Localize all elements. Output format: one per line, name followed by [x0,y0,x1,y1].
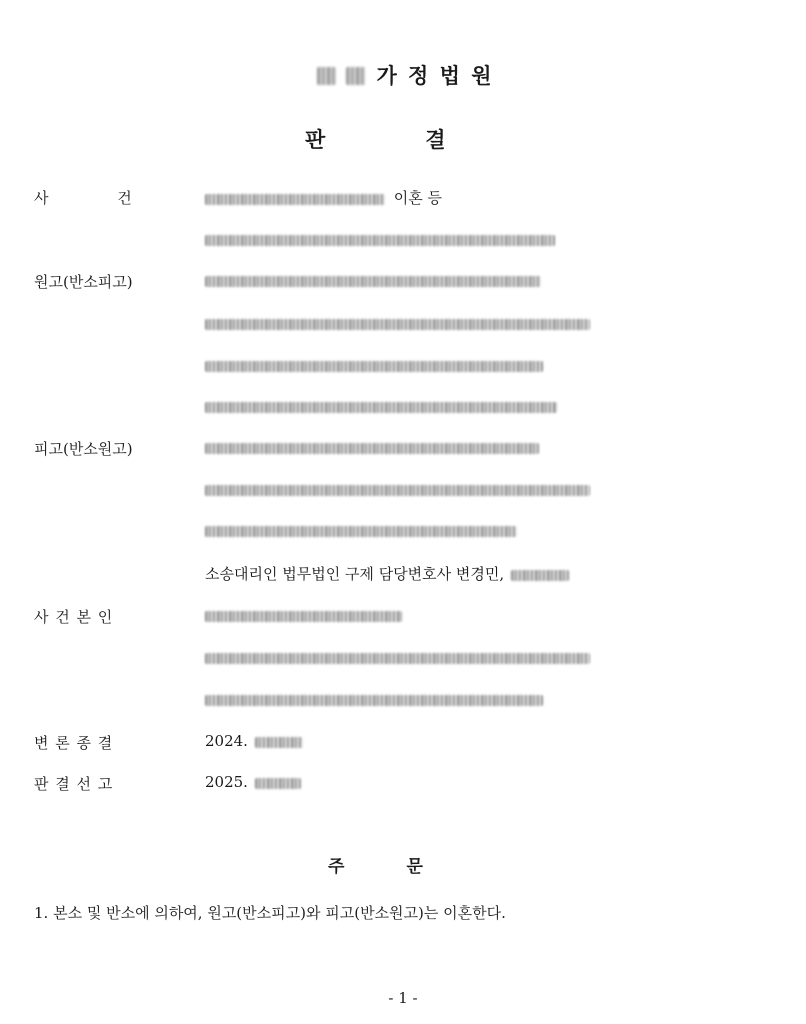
case-name: 이혼 등 [393,189,443,207]
case-principal-label: 사 건 본 인 [34,608,114,626]
order-section-title: 주 문 [328,857,423,877]
principal-registered-address-row [205,690,543,708]
redacted-case-line [205,235,555,246]
redacted-text [511,570,569,581]
redacted-text [205,443,539,454]
redacted-court-region [346,67,365,85]
redacted-text [205,402,557,413]
document-type-char-2: 결 [425,128,446,152]
redacted-text [205,653,590,664]
defendant-address-row [205,480,590,498]
redacted-date [255,778,301,789]
defendant-name-row [205,438,539,456]
redacted-date [255,737,303,748]
case-label: 사 건 [34,189,132,207]
plaintiff-counsel-row [205,397,557,415]
plaintiff-name-row [205,271,541,289]
principal-address-row [205,648,590,666]
principal-name-row [205,606,402,624]
plaintiff-label: 원고(반소피고) [34,273,133,291]
case-number-row-2 [205,230,555,248]
redacted-text [205,695,543,706]
document-type-title [305,124,446,154]
defendant-counsel-row [205,563,569,584]
redacted-text [205,526,517,537]
redacted-text [205,276,541,287]
defendant-label: 피고(반소원고) [34,440,133,458]
plaintiff-registered-address-row [205,356,543,374]
redacted-text [205,319,590,330]
case-number-row [205,187,442,208]
defendant-registered-address-row [205,521,517,539]
redacted-text [205,485,590,496]
redacted-court-region [317,67,336,85]
redacted-text [205,361,543,372]
page-number: - 1 - [388,989,418,1007]
closing-argument-date: 2024. [205,732,303,750]
ruling-date: 2025. [205,773,301,791]
closing-argument-label: 변 론 종 결 [34,734,114,752]
court-name [0,60,806,90]
defendant-counsel-text: 소송대리인 법무법인 구제 담당변호사 변경민, [205,565,505,583]
document-type-char-1: 판 [305,128,326,152]
order-item-1: 1. 본소 및 반소에 의하여, 원고(반소피고)와 피고(반소원고)는 이혼한다. [34,904,506,922]
court-name-text: 가 정 법 원 [376,64,494,88]
redacted-text [205,611,402,622]
plaintiff-address-row [205,314,590,332]
redacted-case-number [205,194,385,205]
ruling-date-label: 판 결 선 고 [34,775,114,793]
